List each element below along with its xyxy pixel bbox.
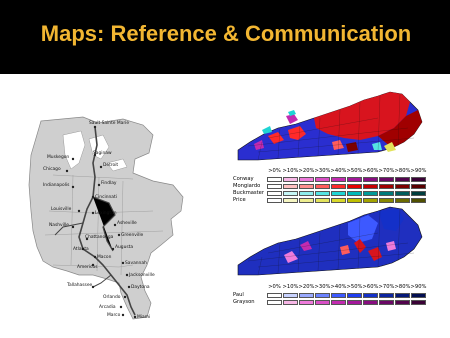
legend-swatch	[315, 191, 330, 196]
legend-swatch	[395, 177, 410, 182]
legend-swatch	[283, 191, 298, 196]
legend-swatch	[283, 184, 298, 189]
legend-swatch	[315, 293, 330, 298]
legend-swatch	[363, 293, 378, 298]
legend-swatch	[331, 191, 346, 196]
legend-swatch	[347, 191, 362, 196]
legend-swatch	[411, 191, 426, 196]
legend-swatch	[267, 300, 282, 305]
legend-candidate-name: Grayson	[233, 299, 255, 305]
city-label: Marco	[107, 313, 121, 318]
legend-swatch	[283, 177, 298, 182]
legend-header-label: >20%	[298, 284, 315, 290]
legend-swatch	[347, 300, 362, 305]
legend-header-label: >40%	[330, 284, 347, 290]
legend-header-label: >10%	[282, 284, 299, 290]
legend-swatch	[267, 191, 282, 196]
city-label: Chattanooga	[85, 235, 114, 240]
kentucky-map-primary	[228, 88, 425, 165]
legend-candidate-name: Buckmaster	[233, 190, 264, 196]
legend-header-label: >50%	[346, 168, 363, 174]
legend-header-label: >60%	[362, 168, 379, 174]
legend-header-label: >80%	[394, 168, 411, 174]
legend-swatch	[315, 177, 330, 182]
legend-swatch	[379, 177, 394, 182]
legend-header-label: >60%	[362, 284, 379, 290]
reference-map-graphic	[23, 115, 190, 323]
legend-swatch	[283, 293, 298, 298]
legend-candidate-name: Mongiardo	[233, 183, 261, 189]
legend-swatch	[267, 177, 282, 182]
city-label: Daytona	[131, 285, 150, 290]
legend-header-label: >0%	[268, 284, 281, 290]
legend-candidate-name: Price	[233, 197, 246, 203]
legend-swatch	[299, 184, 314, 189]
legend-header-label: >20%	[298, 168, 315, 174]
legend-swatch	[315, 300, 330, 305]
legend-header-label: >70%	[378, 168, 395, 174]
kentucky-map-secondary-graphic	[228, 203, 425, 280]
legend-swatch	[363, 184, 378, 189]
legend-swatch	[347, 177, 362, 182]
city-label: Lexington	[95, 211, 117, 216]
legend-swatch	[283, 300, 298, 305]
legend-swatch	[331, 177, 346, 182]
legend-swatch	[299, 300, 314, 305]
legend-swatch	[411, 300, 426, 305]
legend-swatch	[395, 191, 410, 196]
city-label: Muskegon	[47, 155, 70, 160]
legend-swatch	[395, 293, 410, 298]
city-label: Americus	[77, 265, 98, 270]
legend-swatch	[379, 184, 394, 189]
city-label: Chicago	[43, 167, 61, 172]
city-label: Cincinnati	[95, 195, 117, 200]
legend-header-label: >10%	[282, 168, 299, 174]
city-label: Tallahassee	[67, 283, 93, 288]
city-label: Indianapolis	[43, 183, 70, 188]
city-label: Arcadia	[99, 305, 116, 310]
legend-header-label: >50%	[346, 284, 363, 290]
city-label: Augusta	[115, 245, 134, 250]
legend-swatch	[347, 184, 362, 189]
city-label: Orlando	[103, 295, 121, 300]
city-label: Savannah	[125, 261, 147, 266]
legend-header-label: >0%	[268, 168, 281, 174]
legend-swatch	[411, 184, 426, 189]
legend-swatch	[331, 300, 346, 305]
kentucky-map-secondary	[228, 203, 425, 280]
legend-swatch	[363, 300, 378, 305]
legend-swatch	[347, 293, 362, 298]
legend-header-label: >80%	[394, 284, 411, 290]
city-label: Nashville	[49, 223, 70, 228]
legend-header-label: >90%	[410, 284, 427, 290]
city-label: Greenville	[121, 233, 144, 238]
city-label: Asheville	[117, 221, 137, 226]
title-bar	[0, 0, 450, 74]
city-label: Sault Sainte Marie	[89, 121, 130, 126]
city-label: Detroit	[103, 163, 119, 168]
legend-swatch	[395, 184, 410, 189]
legend-swatch	[299, 293, 314, 298]
legend-header-label: >40%	[330, 168, 347, 174]
city-label: Louisville	[51, 207, 72, 212]
legend-swatch	[331, 184, 346, 189]
legend-swatch	[379, 191, 394, 196]
legend-swatch	[267, 184, 282, 189]
slide-title: Maps: Reference & Communication	[40, 21, 412, 46]
legend-header-label: >30%	[314, 168, 331, 174]
legend-swatch	[299, 177, 314, 182]
kentucky-map-primary-graphic	[228, 88, 425, 165]
city-label: Miami	[137, 315, 151, 320]
legend-header-label: >30%	[314, 284, 331, 290]
reference-map	[23, 115, 190, 323]
legend-swatch	[379, 293, 394, 298]
legend-swatch	[411, 293, 426, 298]
legend-swatch	[363, 191, 378, 196]
legend-candidate-name: Paul	[233, 292, 244, 298]
legend-swatch	[299, 191, 314, 196]
city-label: Macon	[97, 255, 112, 260]
legend-swatch	[267, 293, 282, 298]
legend-header-label: >90%	[410, 168, 427, 174]
city-label: Saginaw	[93, 151, 112, 156]
legend-swatch	[395, 300, 410, 305]
city-label: Jacksonville	[129, 273, 155, 278]
legend-candidate-name: Conway	[233, 176, 254, 182]
legend-swatch	[331, 293, 346, 298]
legend-header-label: >70%	[378, 284, 395, 290]
city-label: Atlanta	[73, 247, 89, 252]
legend-swatch	[315, 184, 330, 189]
city-label: Findlay	[101, 181, 117, 186]
legend-swatch	[411, 177, 426, 182]
legend-swatch	[363, 177, 378, 182]
legend-swatch	[379, 300, 394, 305]
